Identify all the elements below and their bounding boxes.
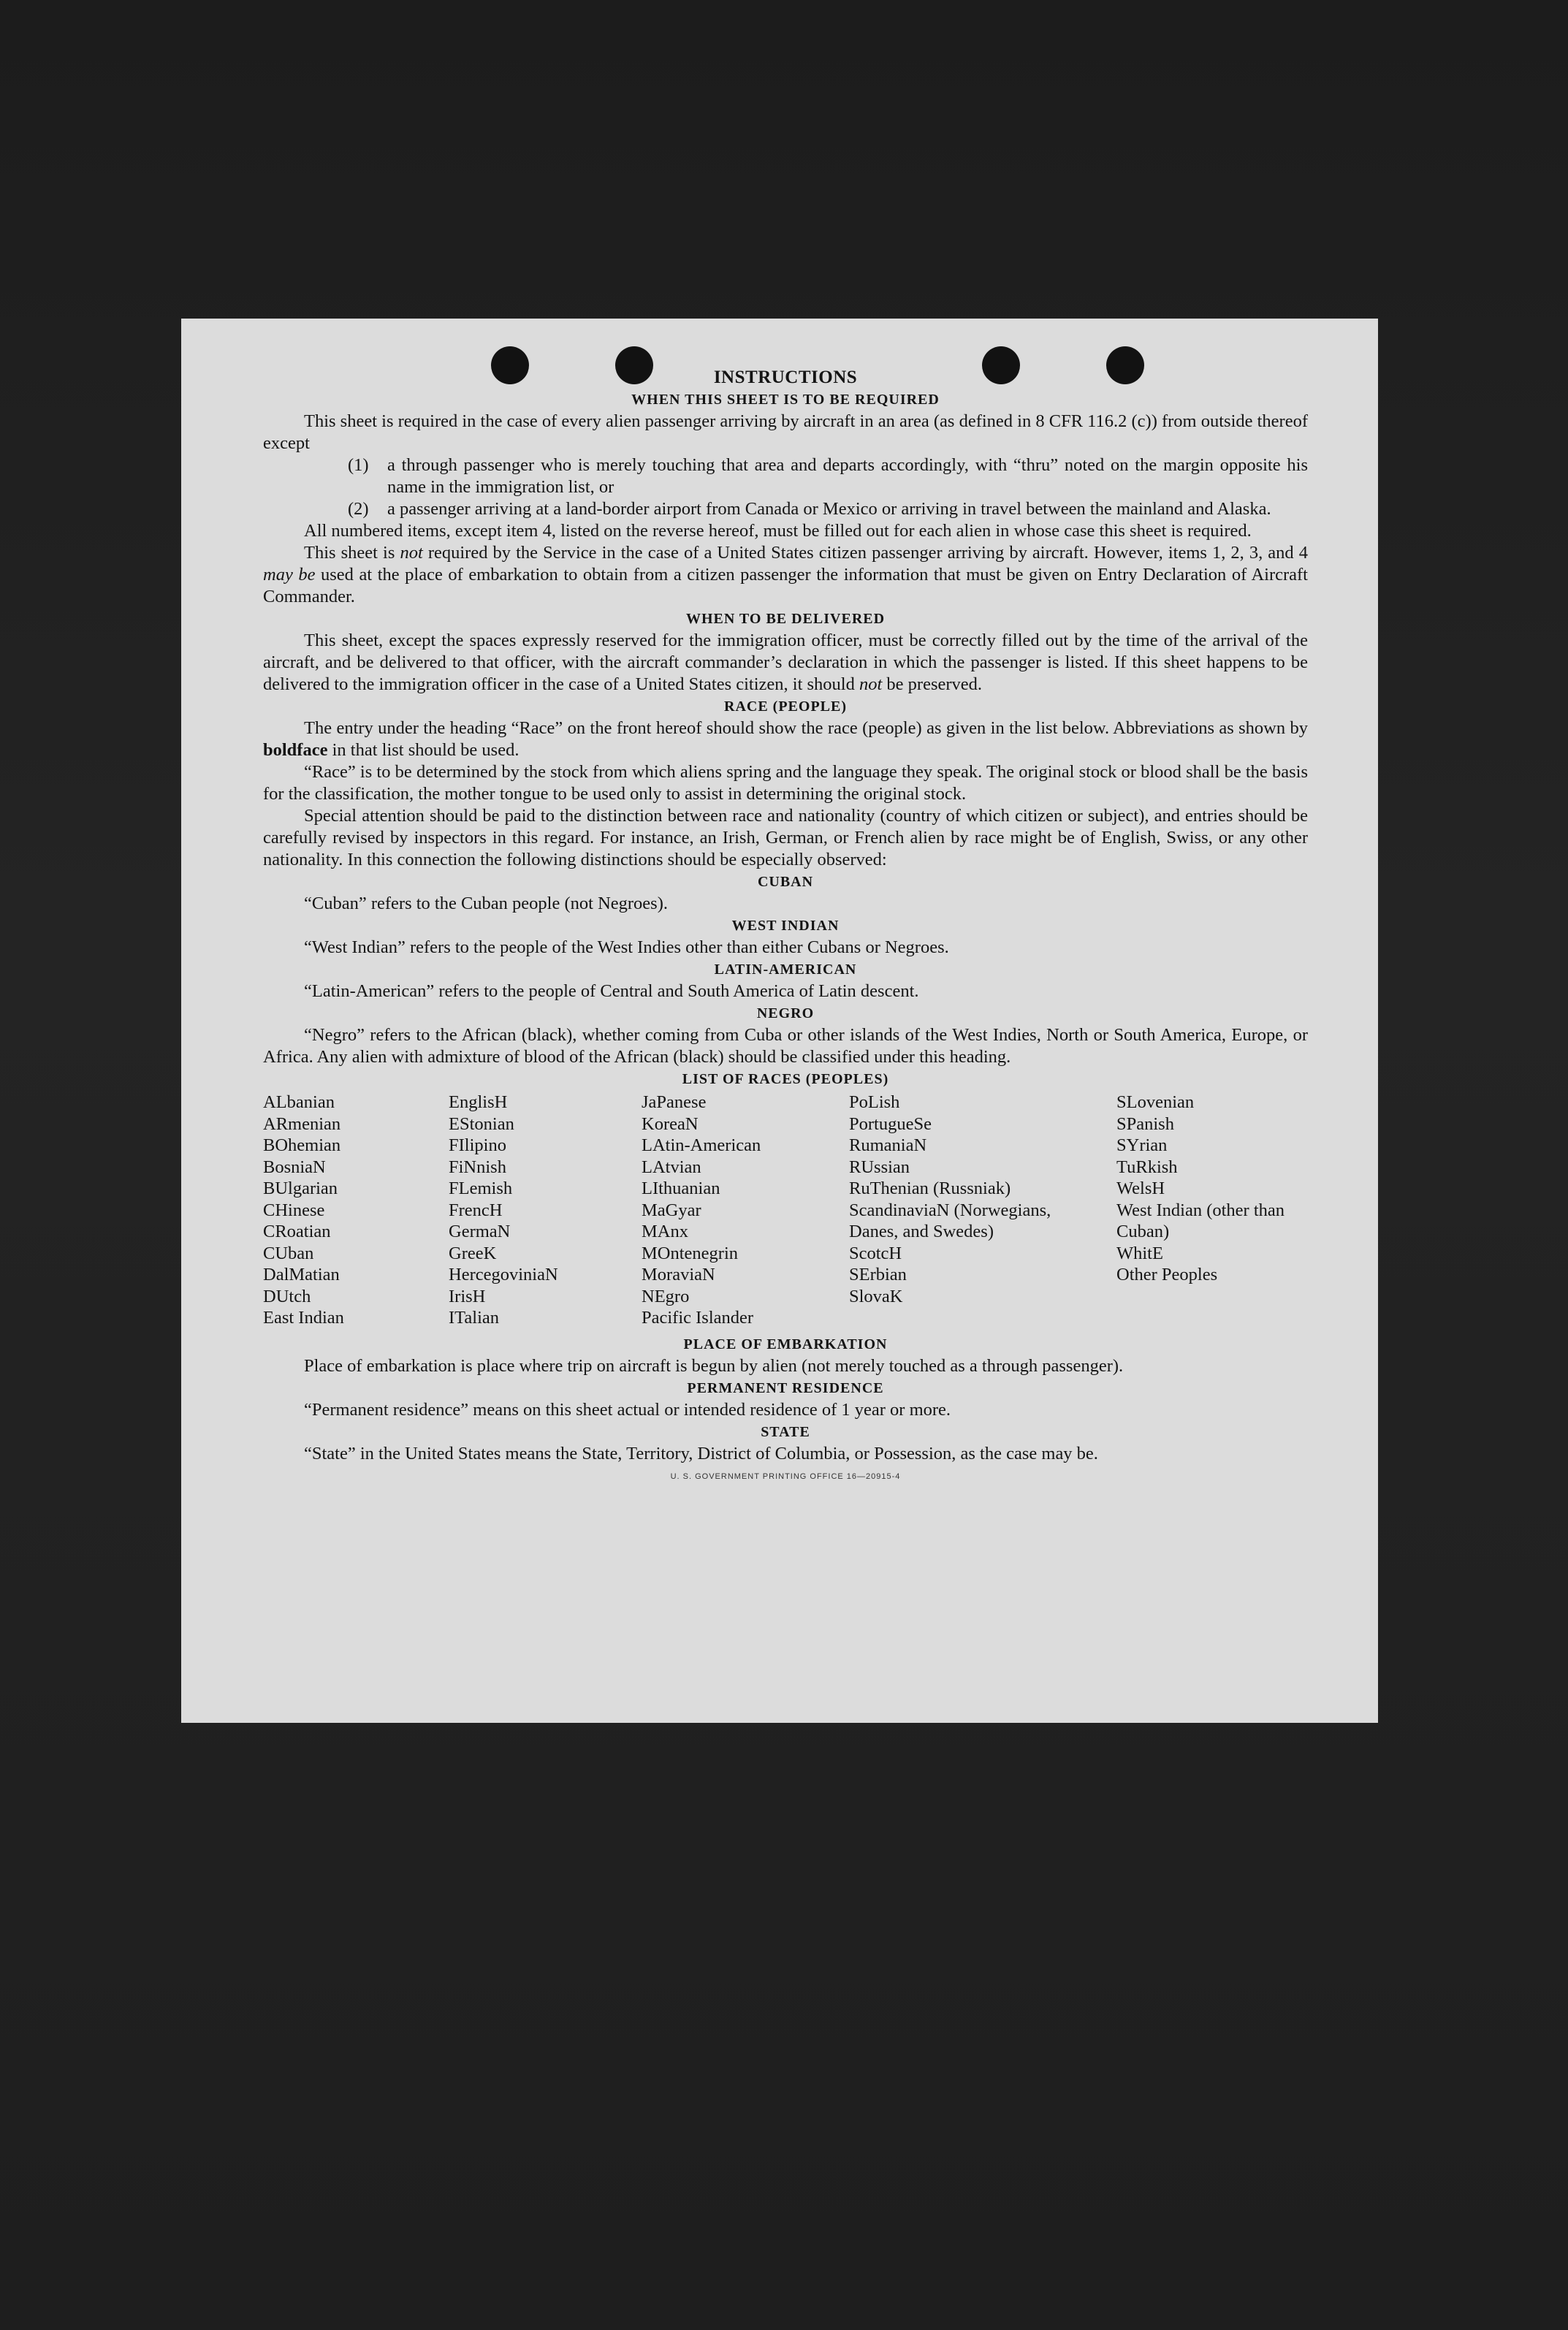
race-entry: PortugueSe	[849, 1113, 932, 1134]
race-entry: MaGyar	[642, 1200, 701, 1220]
embarkation-heading: PLACE OF EMBARKATION	[683, 1336, 888, 1352]
races-column	[849, 1092, 1116, 1329]
race-entry: LAtvian	[642, 1157, 701, 1177]
when-delivered-heading: WHEN TO BE DELIVERED	[685, 611, 886, 627]
race-entry: LAtin-American	[642, 1135, 761, 1155]
race-entry: SlovaK	[849, 1286, 903, 1306]
instruction-sheet	[181, 319, 1378, 1723]
race-entry: NEgro	[642, 1286, 690, 1306]
emphasis-not: not	[400, 543, 423, 563]
when-required-heading: WHEN THIS SHEET IS TO BE REQUIRED	[631, 392, 940, 408]
citizen-para-text: This sheet is	[304, 543, 400, 563]
west-indian-text: “West Indian” refers to the people of the West Indies other than either Cubans or Negroes.	[304, 937, 949, 957]
race-entry: EStonian	[449, 1113, 514, 1134]
race-entry: Pacific Islander	[642, 1308, 754, 1328]
exception-text: a passenger arriving at a land-border airport from Canada or Mexico or arriving in travel between the mainland and Alaska.	[387, 499, 1271, 519]
race-para-1	[263, 717, 1308, 761]
race-entry: WhitE	[1116, 1243, 1163, 1263]
emphasis-not: not	[859, 674, 883, 694]
races-column	[1116, 1092, 1308, 1329]
list-of-races-heading: LIST OF RACES (PEOPLES)	[682, 1071, 889, 1087]
race-entry: GermaN	[449, 1222, 511, 1241]
race-entry: CRoatian	[263, 1222, 331, 1241]
residence-text: “Permanent residence” means on this sheet actual or intended residence of 1 year or more.	[304, 1399, 951, 1420]
west-indian-heading: WEST INDIAN	[731, 918, 840, 934]
race-entry: FiNnish	[449, 1157, 506, 1177]
exception-text: a through passenger who is merely touching that area and departs accordingly, with “thru” noted on the margin opposite his name in the immigration list, or	[387, 455, 1308, 497]
state-heading: STATE	[761, 1423, 810, 1440]
punch-hole	[491, 346, 529, 384]
race-entry: East Indian	[263, 1308, 344, 1328]
exception-number: (2)	[348, 499, 369, 519]
race-entry: ScotcH	[849, 1243, 902, 1263]
race-heading: RACE (PEOPLE)	[724, 698, 847, 715]
race-entry: FIlipino	[449, 1135, 506, 1155]
race-entry: KoreaN	[642, 1113, 699, 1134]
race-entry: West Indian (other than Cuban)	[1116, 1200, 1285, 1241]
numbered-items-para: All numbered items, except item 4, listed on the reverse hereof, must be filled out for each alien in whose case this sheet is required.	[304, 521, 1252, 541]
race-entry: IrisH	[449, 1286, 486, 1306]
race-entry: SErbian	[849, 1265, 907, 1284]
race-para-2: “Race” is to be determined by the stock from which aliens spring and the language they speak. The original stock or blood shall be the basis for the classification, the mother tongue to be used only to assist in determining the original stock.	[263, 762, 1308, 804]
race-entry: HercegoviniaN	[449, 1265, 558, 1284]
embarkation-text: Place of embarkation is place where trip on aircraft is begun by alien (not merely touched as a through passenger).	[304, 1355, 1124, 1376]
race-entry: CUban	[263, 1243, 314, 1263]
when-delivered-text: be preserved.	[882, 674, 983, 694]
race-entry: CHinese	[263, 1200, 325, 1220]
race-entry: RUssian	[849, 1157, 910, 1177]
race-entry: JaPanese	[642, 1092, 707, 1112]
races-column	[263, 1092, 449, 1329]
race-entry: PoLish	[849, 1092, 900, 1112]
race-entry: FrencH	[449, 1200, 503, 1220]
punch-hole	[615, 346, 653, 384]
exception-item	[263, 498, 1308, 520]
race-entry: MoraviaN	[642, 1265, 715, 1284]
when-required-para: This sheet is required in the case of every alien passenger arriving by aircraft in an area (as defined in 8 CFR 116.2 (c)) from outside thereof except	[263, 411, 1308, 453]
race-entry: SLovenian	[1116, 1092, 1195, 1112]
race-para-text: The entry under the heading “Race” on the front hereof should show the race (people) as given in the list below. Abbreviations as shown by	[304, 718, 1308, 738]
race-entry: MAnx	[642, 1222, 688, 1241]
race-entry: EnglisH	[449, 1092, 508, 1112]
state-text: “State” in the United States means the State, Territory, District of Columbia, or Possession, as the case may be.	[304, 1443, 1098, 1463]
race-entry: FLemish	[449, 1179, 513, 1198]
race-entry: MOntenegrin	[642, 1243, 738, 1263]
residence-heading: PERMANENT RESIDENCE	[687, 1379, 884, 1396]
negro-heading: NEGRO	[756, 1005, 815, 1021]
race-entry: Other Peoples	[1116, 1265, 1218, 1284]
race-para-3: Special attention should be paid to the distinction between race and nationality (country of which citizen or subject), and entries should be carefully revised by inspectors in this regard. For instance, an Irish, German, or French alien by race might be of English, Swiss, or any other nationality. In this connection the following distinctions should be especially observed:	[263, 806, 1308, 869]
race-entry: RumaniaN	[849, 1135, 927, 1155]
race-entry: ARmenian	[263, 1113, 341, 1134]
negro-text: “Negro” refers to the African (black), whether coming from Cuba or other islands of the West Indies, North or South America, Europe, or Africa. Any alien with admixture of blood of the African (black) should be classified under this heading.	[263, 1025, 1308, 1067]
cuban-text: “Cuban” refers to the Cuban people (not Negroes).	[304, 894, 668, 913]
race-entry: DalMatian	[263, 1265, 340, 1284]
race-entry: DUtch	[263, 1286, 311, 1306]
printing-office-footer: U. S. GOVERNMENT PRINTING OFFICE 16—20915-4	[670, 1472, 901, 1481]
when-delivered-para	[263, 630, 1308, 696]
race-entry: RuThenian (Russniak)	[849, 1179, 1011, 1198]
race-entry: SYrian	[1116, 1135, 1168, 1155]
citizen-para	[263, 542, 1308, 608]
race-entry: TuRkish	[1116, 1157, 1178, 1177]
latin-american-heading: LATIN-AMERICAN	[714, 962, 857, 978]
exception-item	[263, 454, 1308, 498]
cuban-heading: CUBAN	[757, 874, 814, 890]
race-entry: BUlgarian	[263, 1179, 338, 1198]
emphasis-boldface: boldface	[263, 740, 328, 760]
instructions-title: INSTRUCTIONS	[713, 368, 858, 387]
race-entry: ITalian	[449, 1308, 500, 1328]
citizen-para-text: required by the Service in the case of a United States citizen passenger arriving by aircraft. However, items 1, 2, 3, and 4	[422, 543, 1309, 563]
punch-hole	[1106, 346, 1144, 384]
exception-number: (1)	[348, 455, 369, 475]
race-para-text: in that list should be used.	[327, 740, 520, 760]
latin-american-text: “Latin-American” refers to the people of Central and South America of Latin descent.	[304, 981, 919, 1001]
emphasis-may-be: may be	[263, 565, 316, 585]
races-column	[642, 1092, 849, 1329]
race-entry: GreeK	[449, 1243, 497, 1263]
race-entry: ALbanian	[263, 1092, 335, 1112]
races-table	[263, 1092, 1308, 1329]
citizen-para-text: used at the place of embarkation to obtain from a citizen passenger the information that must be given on Entry Declaration of Aircraft Commander.	[263, 565, 1308, 606]
race-entry: BosniaN	[263, 1157, 326, 1177]
race-entry: ScandinaviaN (Norwegians, Danes, and Swedes)	[849, 1200, 1051, 1241]
race-entry: WelsH	[1116, 1179, 1165, 1198]
race-entry: SPanish	[1116, 1113, 1174, 1134]
race-entry: LIthuanian	[642, 1179, 720, 1198]
punch-hole	[982, 346, 1020, 384]
races-column	[449, 1092, 642, 1329]
race-entry: BOhemian	[263, 1135, 341, 1155]
when-delivered-text: This sheet, except the spaces expressly reserved for the immigration officer, must be correctly filled out by the time of the arrival of the aircraft, and be delivered to that officer, with the aircraft commander’s declaration in which the passenger is listed. If this sheet happens to be delivered to the immigration officer in the case of a United States citizen, it should	[263, 631, 1308, 694]
